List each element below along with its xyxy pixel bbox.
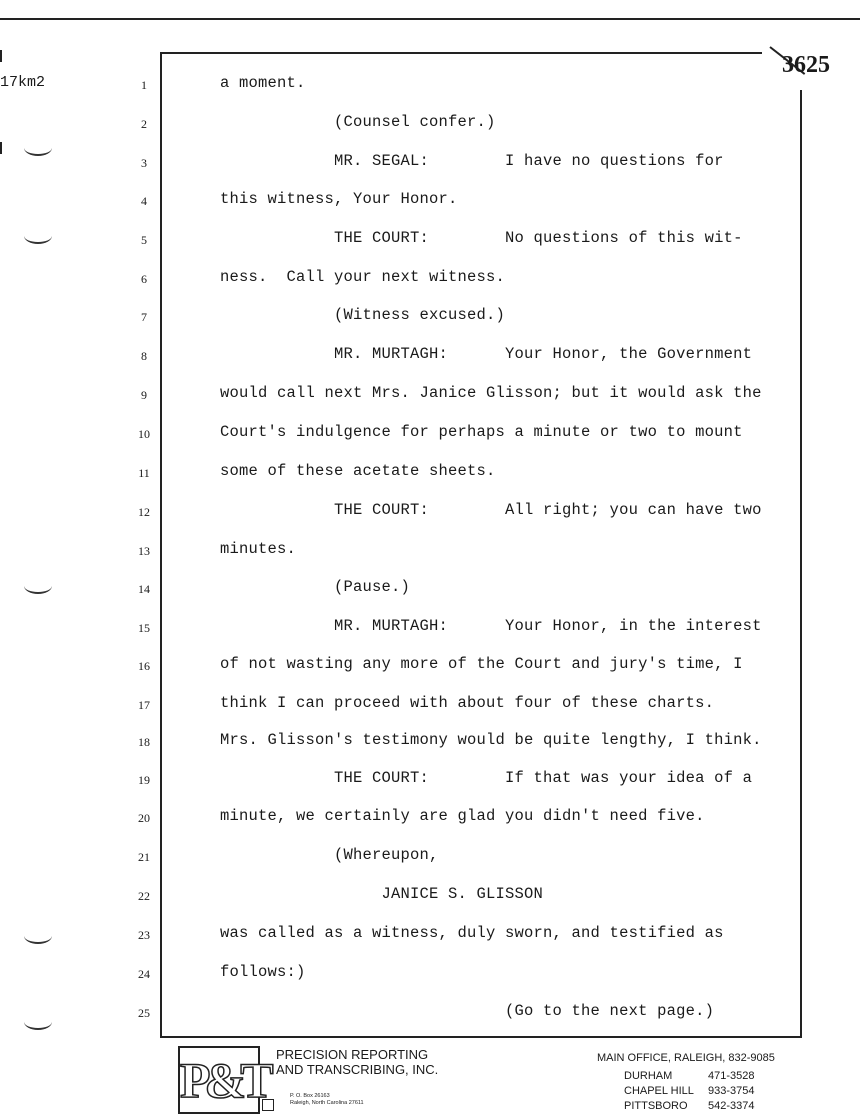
transcript-line: ness. Call your next witness. bbox=[220, 268, 506, 286]
office-city: DURHAM bbox=[624, 1070, 673, 1082]
punch-hole bbox=[24, 578, 52, 594]
line-number: 8 bbox=[141, 349, 147, 363]
line-number: 23 bbox=[138, 928, 150, 942]
punch-hole bbox=[24, 928, 52, 944]
punch-hole bbox=[24, 1014, 52, 1030]
line-number: 25 bbox=[138, 1006, 150, 1020]
line-number: 3 bbox=[141, 156, 147, 170]
transcript-line: minute, we certainly are glad you didn't need five. bbox=[220, 807, 705, 825]
company-name-line1: PRECISION REPORTING bbox=[276, 1047, 429, 1062]
punch-hole bbox=[24, 140, 52, 156]
company-address bbox=[290, 1093, 364, 1107]
line-number: 11 bbox=[138, 466, 150, 480]
transcript-line: of not wasting any more of the Court and jury's time, I bbox=[220, 655, 743, 673]
line-number: 1 bbox=[141, 78, 147, 92]
office-phone: 933-3754 bbox=[708, 1085, 755, 1097]
transcript-line: (Counsel confer.) bbox=[220, 113, 496, 131]
transcript-line: THE COURT: No questions of this wit- bbox=[220, 229, 743, 247]
office-city: CHAPEL HILL bbox=[624, 1085, 694, 1097]
line-number: 19 bbox=[138, 773, 150, 787]
line-number: 13 bbox=[138, 544, 150, 558]
line-number: 17 bbox=[138, 698, 150, 712]
transcript-line: was called as a witness, duly sworn, and testified as bbox=[220, 924, 724, 942]
margin-mark bbox=[0, 50, 2, 62]
transcript-line: (Whereupon, bbox=[220, 846, 439, 864]
transcript-line: THE COURT: If that was your idea of a bbox=[220, 769, 753, 787]
office-phone: 471-3528 bbox=[708, 1070, 755, 1082]
line-number: 20 bbox=[138, 811, 150, 825]
line-number: 6 bbox=[141, 272, 147, 286]
address-line2: Raleigh, North Carolina 27611 bbox=[290, 1100, 364, 1106]
transcript-line: Court's indulgence for perhaps a minute or two to mount bbox=[220, 423, 743, 441]
transcript-line: (Witness excused.) bbox=[220, 306, 506, 324]
line-number: 16 bbox=[138, 659, 150, 673]
transcript-line: MR. MURTAGH: Your Honor, the Government bbox=[220, 345, 753, 363]
line-number: 18 bbox=[138, 735, 150, 749]
transcript-line: a moment. bbox=[220, 74, 306, 92]
top-rule bbox=[0, 0, 860, 20]
transcript-line: (Pause.) bbox=[220, 578, 411, 596]
transcript-line: this witness, Your Honor. bbox=[220, 190, 458, 208]
transcript-line: MR. SEGAL: I have no questions for bbox=[220, 152, 724, 170]
line-number: 24 bbox=[138, 967, 150, 981]
line-number: 15 bbox=[138, 621, 150, 635]
line-number: 9 bbox=[141, 388, 147, 402]
margin-mark bbox=[0, 142, 2, 154]
transcript-line: would call next Mrs. Janice Glisson; but it would ask the bbox=[220, 384, 762, 402]
line-number: 22 bbox=[138, 889, 150, 903]
address-line1: P. O. Box 26163 bbox=[290, 1093, 330, 1099]
transcript-line: think I can proceed with about four of these charts. bbox=[220, 694, 715, 712]
office-phone: 542-3374 bbox=[708, 1100, 755, 1112]
transcript-line: THE COURT: All right; you can have two bbox=[220, 501, 762, 519]
transcript-line: JANICE S. GLISSON bbox=[220, 885, 544, 903]
line-number: 7 bbox=[141, 310, 147, 324]
transcript-line: some of these acetate sheets. bbox=[220, 462, 496, 480]
transcript-line: Mrs. Glisson's testimony would be quite lengthy, I think. bbox=[220, 731, 762, 749]
reporter-code: 17km2 bbox=[0, 74, 46, 91]
transcript-line: MR. MURTAGH: Your Honor, in the interest bbox=[220, 617, 762, 635]
line-number: 12 bbox=[138, 505, 150, 519]
office-city: PITTSBORO bbox=[624, 1100, 688, 1112]
company-name-line2: AND TRANSCRIBING, INC. bbox=[276, 1062, 439, 1077]
line-number: 14 bbox=[138, 582, 150, 596]
line-number: 21 bbox=[138, 850, 150, 864]
page-number: 3625 bbox=[782, 52, 830, 78]
line-number: 5 bbox=[141, 233, 147, 247]
transcript-line: (Go to the next page.) bbox=[220, 1002, 715, 1020]
line-number: 2 bbox=[141, 117, 147, 131]
main-office: MAIN OFFICE, RALEIGH, 832-9085 bbox=[597, 1052, 775, 1064]
transcript-line: minutes. bbox=[220, 540, 297, 558]
company-name bbox=[276, 1047, 438, 1077]
line-number: 4 bbox=[141, 194, 147, 208]
punch-hole bbox=[24, 228, 52, 244]
company-logo: P&T bbox=[178, 1046, 260, 1114]
logo-box-mark bbox=[262, 1099, 274, 1111]
transcript-line: follows:) bbox=[220, 963, 306, 981]
line-number: 10 bbox=[138, 427, 150, 441]
